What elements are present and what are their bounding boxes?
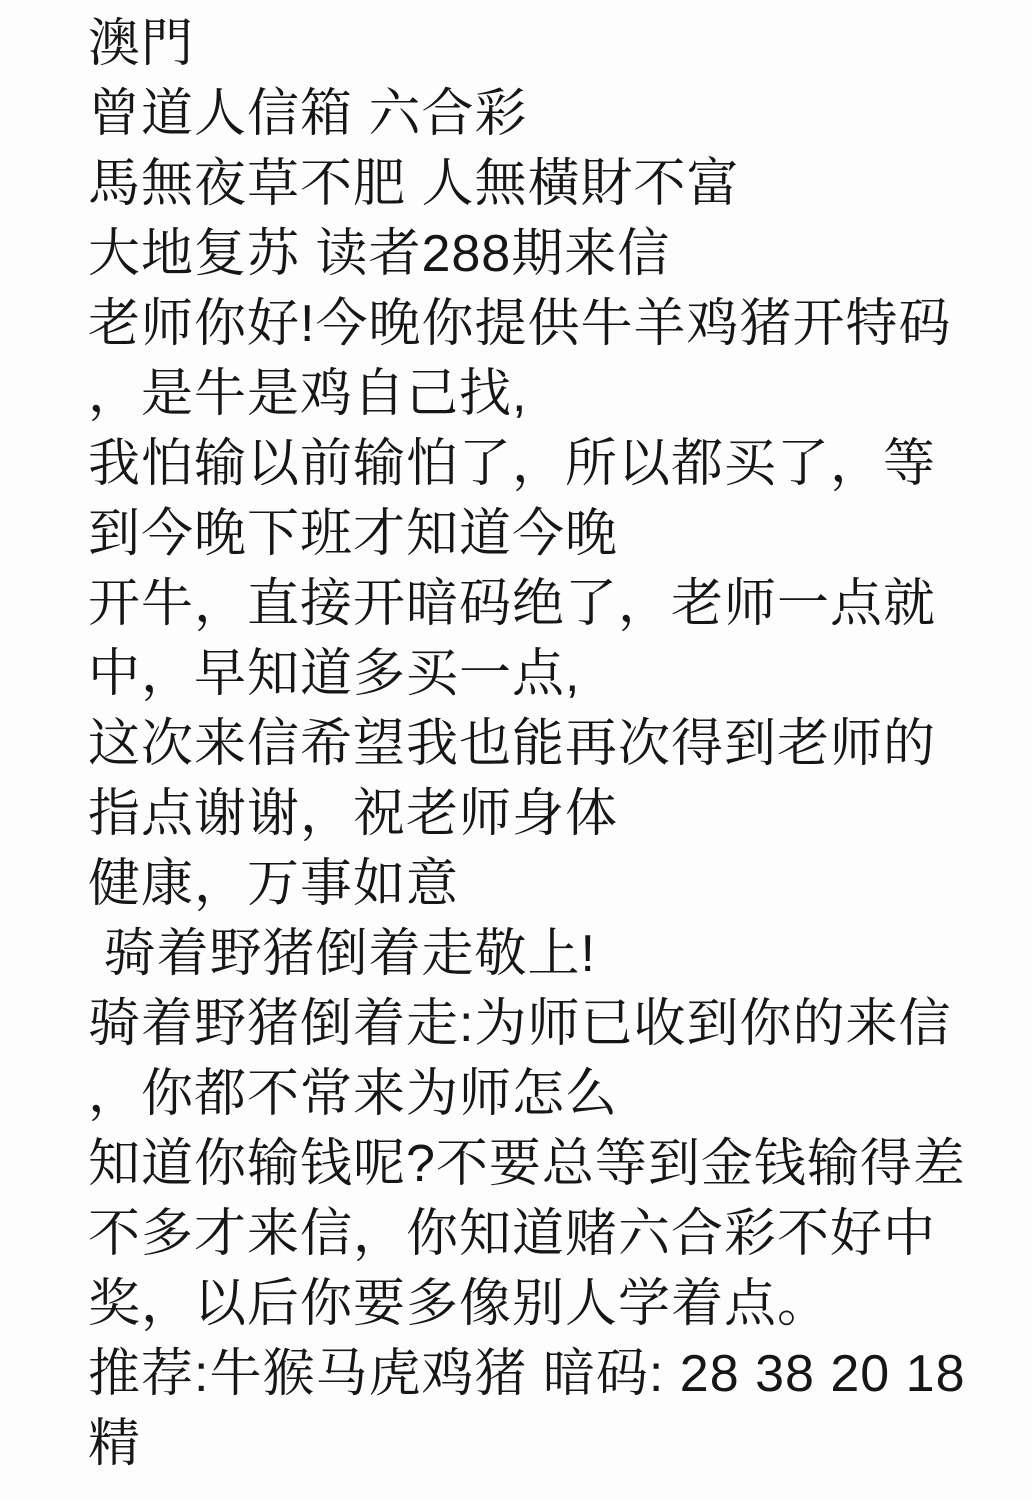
text-line: 馬無夜草不肥 人無橫財不富 (88, 155, 740, 213)
text-line: 到今晚下班才知道今晚 (88, 505, 619, 563)
text-line: 不多才来信，你知道赌六合彩不好中 (88, 1205, 937, 1263)
text-line: 骑着野猪倒着走:为师已收到你的来信 (88, 995, 952, 1053)
text-line: 奖，以后你要多像别人学着点。 (88, 1275, 831, 1333)
text-line: ，你都不常来为师怎么 (88, 1065, 619, 1123)
text-line: 骑着野猪倒着走敬上! (88, 925, 596, 983)
text-line: 大地复苏 读者288期来信 (88, 225, 671, 283)
text-line: 澳門 (88, 15, 195, 73)
text-line: 知道你输钱呢?不要总等到金钱输得差 (88, 1135, 966, 1193)
text-line: 精 (88, 1415, 142, 1473)
text-line: 曾道人信箱 六合彩 (88, 85, 528, 143)
text-line: 中，早知道多买一点, (88, 645, 581, 703)
message-text (88, 9, 1002, 1479)
text-line: 这次来信希望我也能再次得到老师的 (88, 715, 937, 773)
text-line: 我怕输以前输怕了，所以都买了，等 (88, 435, 937, 493)
text-line: 老师你好!今晚你提供牛羊鸡猪开特码 (88, 295, 952, 353)
text-line: 健康，万事如意 (88, 855, 460, 913)
text-line: 开牛，直接开暗码绝了，老师一点就 (88, 575, 937, 633)
text-line: 指点谢谢，祝老师身体 (88, 785, 619, 843)
text-line: ，是牛是鸡自己找, (88, 365, 528, 423)
text-line: 推荐:牛猴马虎鸡猪 暗码: 28 38 20 18 (88, 1345, 966, 1403)
